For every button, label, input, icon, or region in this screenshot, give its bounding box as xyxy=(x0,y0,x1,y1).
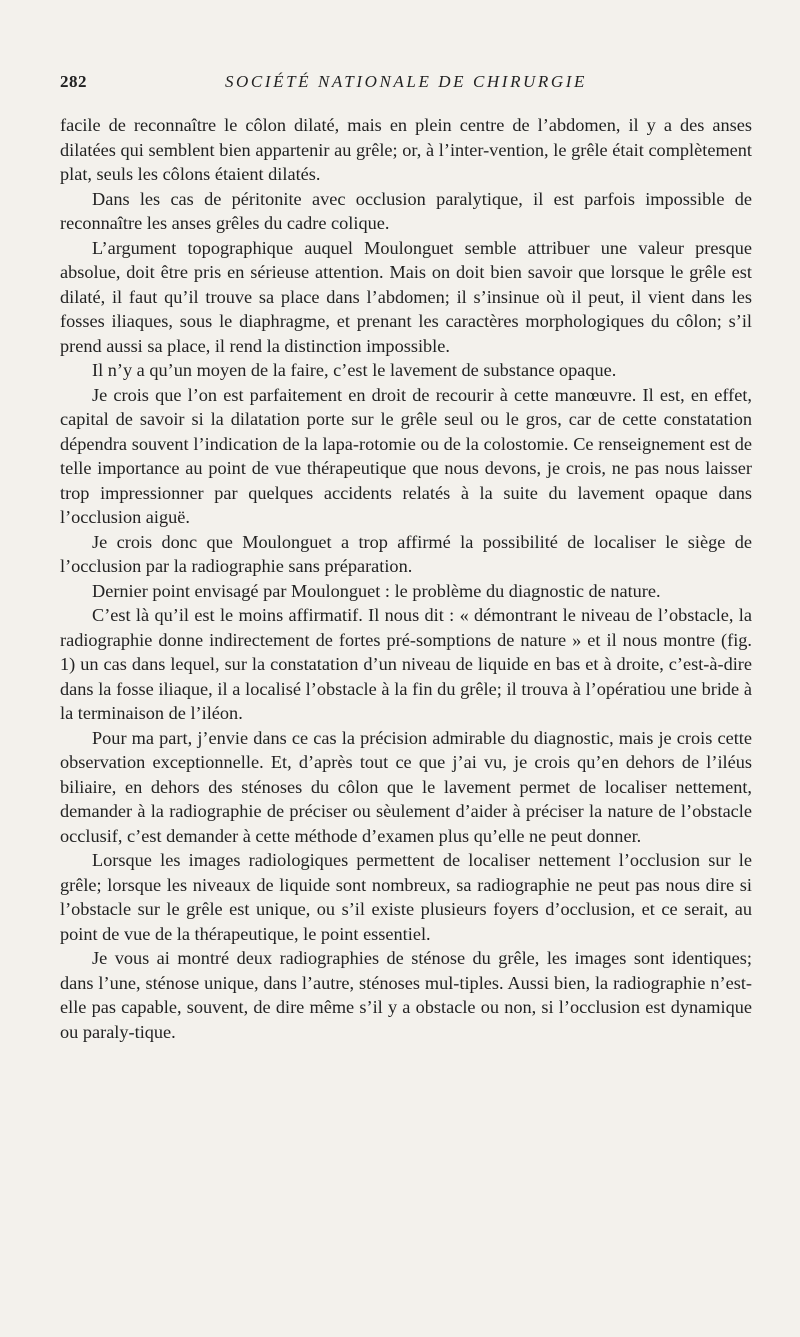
paragraph: Pour ma part, j’envie dans ce cas la précision admirable du diagnostic, mais je crois cette observation exceptionnelle. Et, d’après tout ce que j’ai vu, je crois qu’en dehors de l’iléus biliaire, en dehors des sténoses du côlon que le lavement permet de localiser nettement, demander à la radiographie de préciser ou sèulement d’aider à préciser la nature de l’obstacle occlusif, c’est demander à cette méthode d’examen plus qu’elle ne peut donner. xyxy=(60,727,752,846)
paragraph: L’argument topographique auquel Moulonguet semble attribuer une valeur presque absolue, doit être pris en sérieuse attention. Mais on doit bien savoir que lorsque le grêle est dilaté, il faut qu’il trouve sa place dans l’abdomen; il s’insinue où il peut, il vient dans les fosses iliaques, sous le diaphragme, et prenant les caractères morphologiques du côlon; s’il prend aussi sa place, il rend la distinction impossible. xyxy=(60,237,752,356)
paragraph: Je crois que l’on est parfaitement en droit de recourir à cette manœuvre. Il est, en effet, capital de savoir si la dilatation porte sur le grêle seul ou le gros, car de cette constatation dépendra souvent l’indication de la lapa-rotomie ou de la colostomie. Ce renseignement est de telle importance au point de vue thérapeutique que nous devons, je crois, ne pas nous laisser trop impressionner par quelques accidents relatés à la suite du lavement opaque dans l’occlusion aiguë. xyxy=(60,384,752,527)
paragraph: Je vous ai montré deux radiographies de sténose du grêle, les images sont identiques; dans l’une, sténose unique, dans l’autre, sténoses mul-tiples. Aussi bien, la radiographie n’est-elle pas capable, souvent, de dire même s’il y a obstacle ou non, si l’occlusion est dynamique ou paraly-tique. xyxy=(60,948,752,1042)
page-number: 282 xyxy=(60,72,87,91)
paragraph: Il n’y a qu’un moyen de la faire, c’est le lavement de substance opaque. xyxy=(92,360,617,380)
body-text xyxy=(60,113,752,1044)
paragraph: Lorsque les images radiologiques permettent de localiser nettement l’occlusion sur le grêle; lorsque les niveaux de liquide sont nombreux, sa radiographie ne peut pas nous dire si l’obstacle sur le grêle est unique, ou s’il existe plusieurs foyers d’occlusion, et ce serait, au point de vue de la thérapeutique, le point essentiel. xyxy=(60,850,752,944)
paragraph: facile de reconnaître le côlon dilaté, mais en plein centre de l’abdomen, il y a des anses dilatées qui semblent bien appartenir au grêle; or, à l’inter-vention, le grêle était complètement plat, seuls les côlons étaient dilatés. xyxy=(60,115,752,184)
paragraph: Dans les cas de péritonite avec occlusion paralytique, il est parfois impossible de reconnaître les anses grêles du cadre colique. xyxy=(60,188,752,233)
paragraph: Dernier point envisagé par Moulonguet : le problème du diagnostic de nature. xyxy=(92,580,661,601)
page-header xyxy=(60,66,752,96)
paragraph: Je crois donc que Moulonguet a trop affirmé la possibilité de localiser le siège de l’occlusion par la radiographie sans préparation. xyxy=(60,531,752,576)
paragraph: C’est là qu’il est le moins affirmatif. Il nous dit : « démontrant le niveau de l’obstacle, la radiographie donne indirectement de fortes pré-somptions de nature » et il nous montre (fig. 1) un cas dans lequel, sur la constatation d’un niveau de liquide en bas et à droite, c’est-à-dire dans la fosse iliaque, il a localisé l’obstacle à la fin du grêle; il trouva à l’opératiou une bride à la terminaison de l’iléon. xyxy=(60,605,752,723)
running-title: SOCIÉTÉ NATIONALE DE CHIRURGIE xyxy=(224,72,588,91)
